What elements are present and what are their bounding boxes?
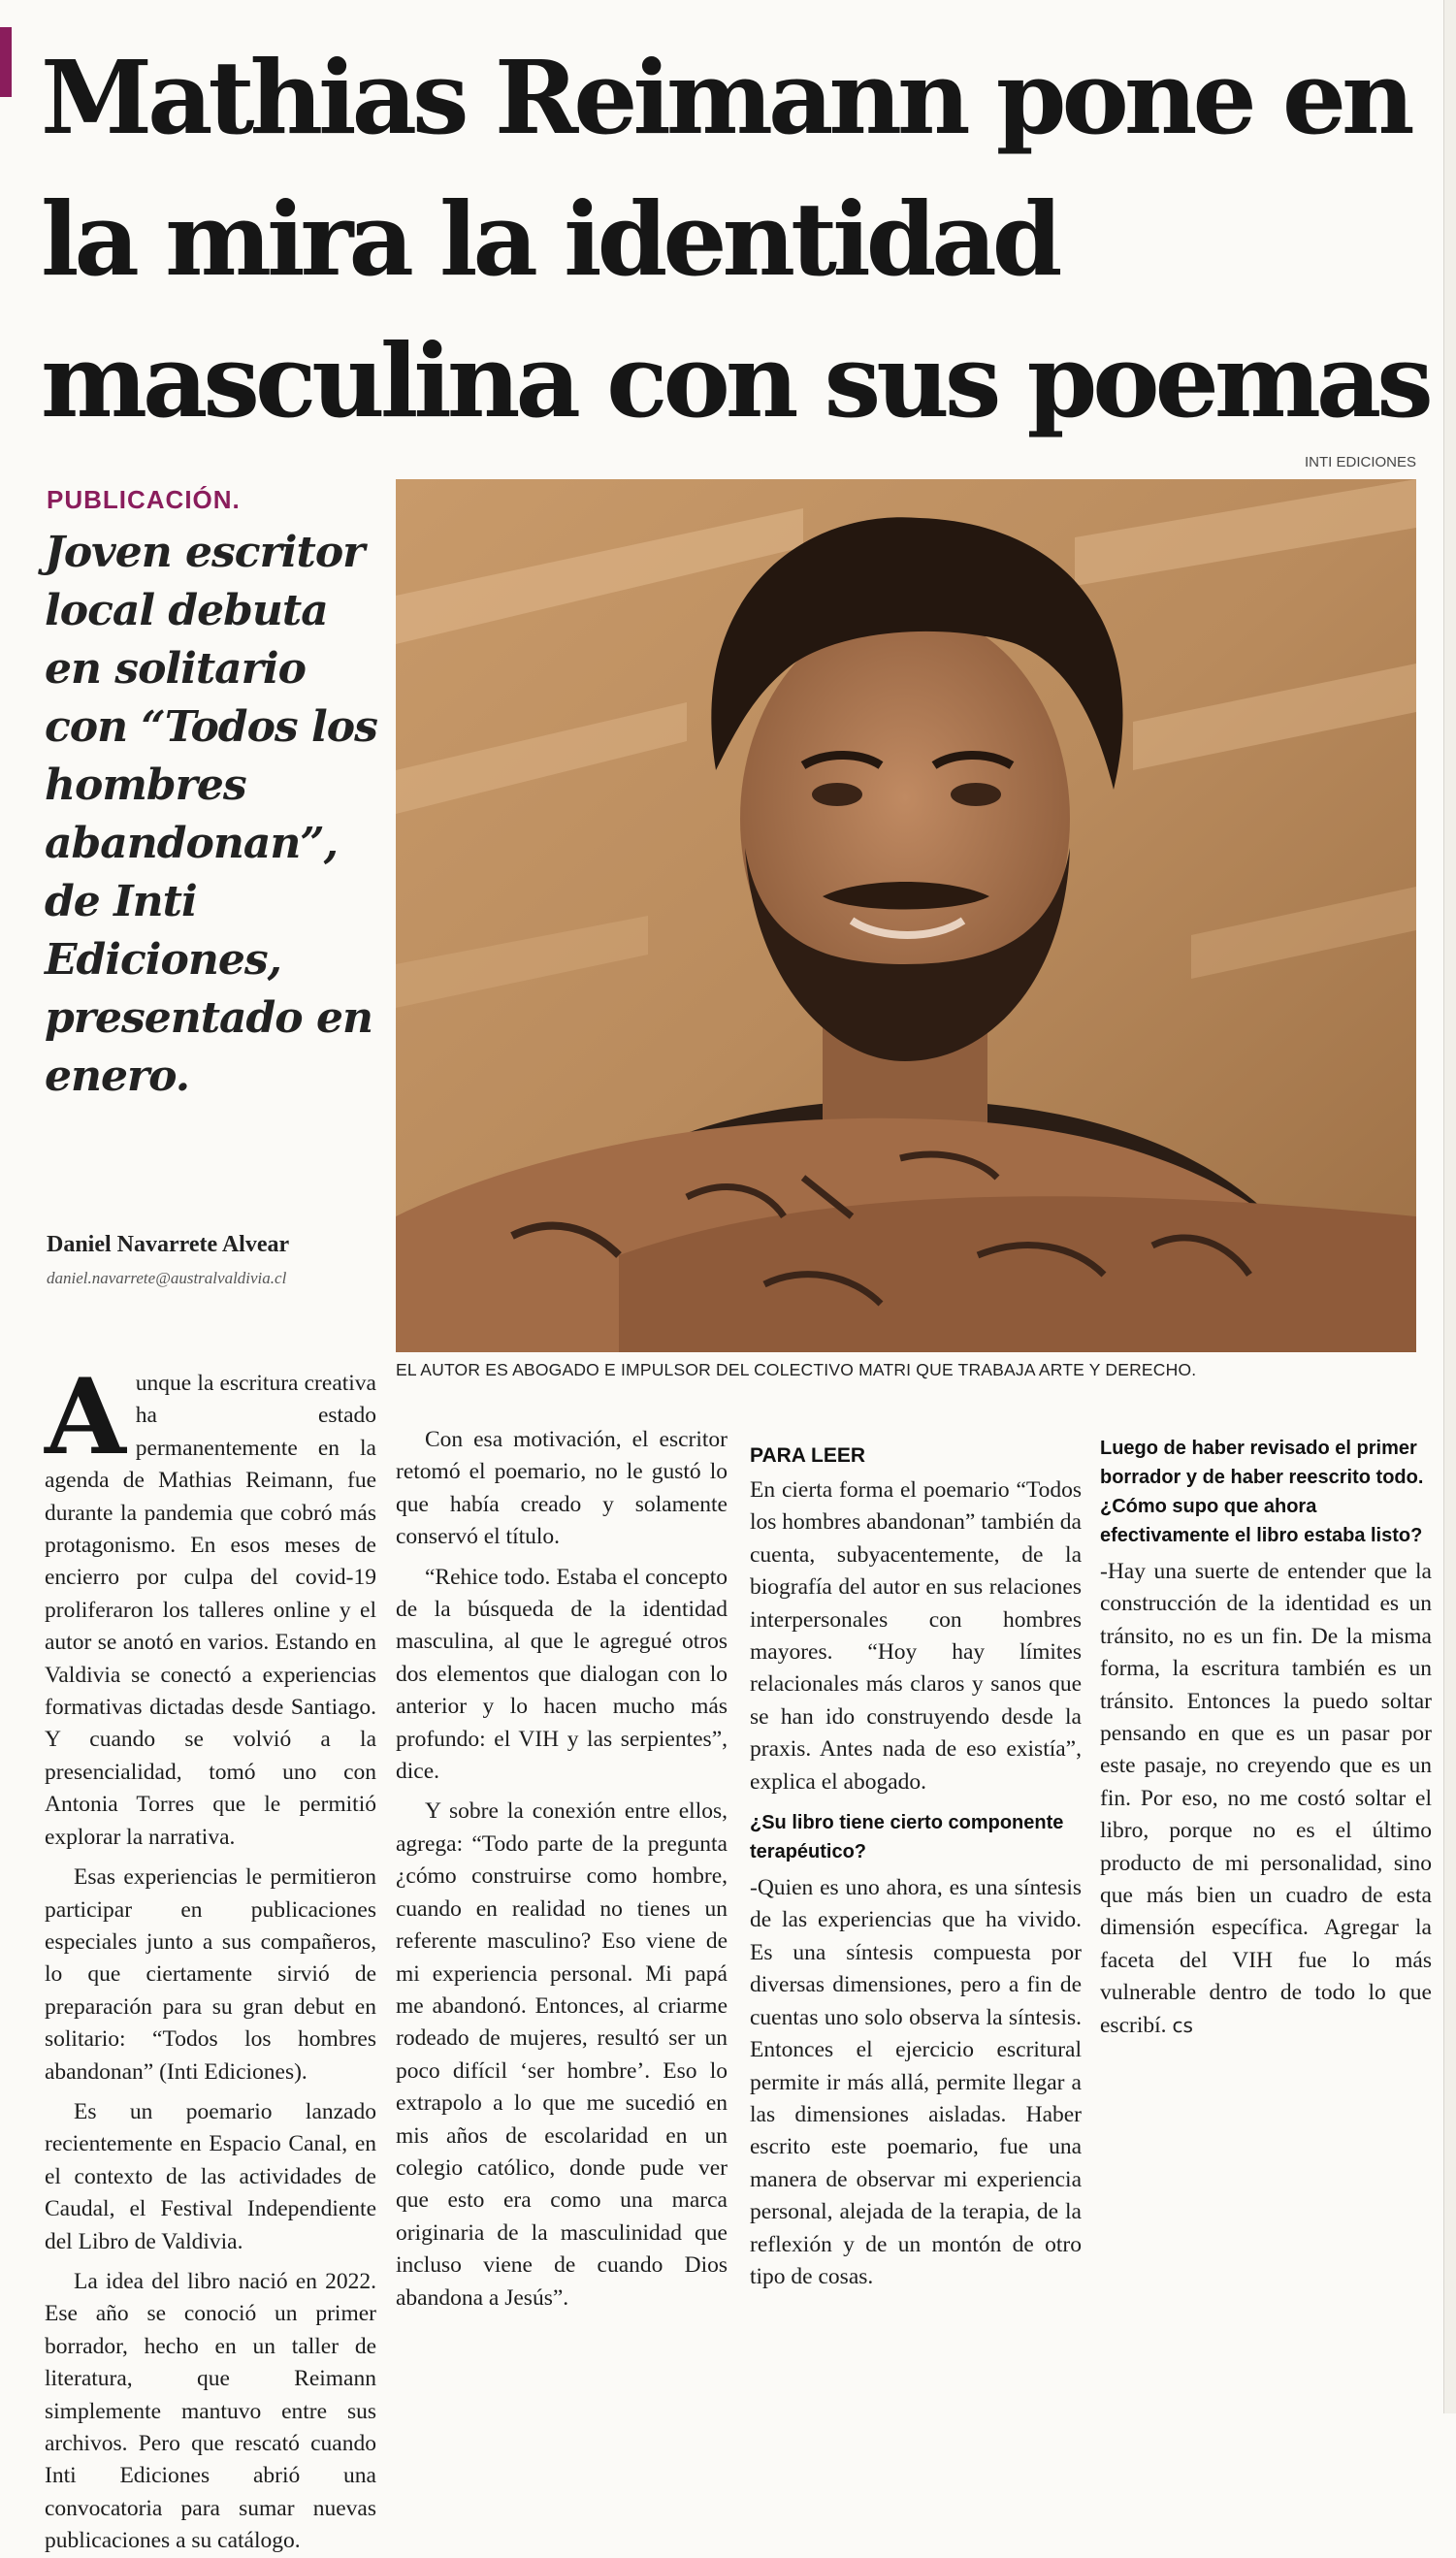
interview-answer-1: -Quien es uno ahora, es una síntesis de las experiencias que ha vivido. Es una síntesis compuesta por diversas dimensiones, pero a fin de cuentas uno solo observa la síntesis. Entonces el ejercicio escritural permite ir más allá, permite llegar a las dimensiones aisladas. Haber escrito este poemario, fue una manera de observar mi experiencia personal, alejada de la terapia, de la reflexión y de un montón de otro tipo de cosas. xyxy=(750,1875,1082,2289)
body-paragraph-2: Esas experiencias le permitieron participar en publicaciones especiales junto a sus compañeros, lo que ciertamente sirvió de preparación para su gran debut en solitario: “Todos los hombres abandonan” (Inti Ediciones). xyxy=(45,1864,376,2085)
author-name: Daniel Navarrete Alvear xyxy=(47,1232,290,1257)
deck-subtitle: Joven escritor local debuta en solitario con “Todos los hombres abandonan”, de Inti Ediciones, presentado en enero. xyxy=(45,528,377,1101)
body-paragraph-6: “Rehice todo. Estaba el concepto de la búsqueda de la identidad masculina, al que le agregué otros dos elementos que dialogan con lo anterior y lo hacen mucho más profundo: el VIH y las serpientes”, dice. xyxy=(396,1564,728,1785)
portrait-illustration xyxy=(396,479,1416,1352)
body-paragraph-1 xyxy=(45,1356,376,1854)
body-paragraph-5: Con esa motivación, el escritor retomó el poemario, no le gustó lo que había creado y solamente conservó el título. xyxy=(396,1427,728,1550)
body-paragraph-3: Es un poemario lanzado recientemente en Espacio Canal, en el contexto de las actividades de Caudal, el Festival Independiente del Libro de Valdivia. xyxy=(45,2098,376,2254)
photo-credit: INTI EDICIONES xyxy=(1304,454,1416,470)
body-column-2 xyxy=(396,1424,728,2433)
body-column-1 xyxy=(45,1356,376,2554)
interview-answer-2-text: -Hay una suerte de entender que la construcción de la identidad es un tránsito, no es un fin. De la misma forma, la escritura también es un tránsito. Entonces la puedo soltar pensando en que es un pasar por este pasaje, no creyendo que es un fin. Por eso, no me costó soltar el libro, porque no es el último producto de mi personalidad, sino que más bien un cuadro de esta dimensión específica. Agregar la faceta del VIH fue lo más vulnerable dentro de todo lo que escribí. xyxy=(1100,1559,1432,2038)
body-paragraph-4: La idea del libro nació en 2022. Ese año se conoció un primer borrador, hecho en un taller de literatura, que Reimann simplemente mantuvo entre sus archivos. Pero que rescató cuando Inti Ediciones abrió una convocatoria para sumar nuevas publicaciones a su catálogo. xyxy=(45,2268,376,2554)
body-column-4 xyxy=(1100,1424,1432,2433)
body-column-3 xyxy=(750,1424,1082,2433)
photo-caption: EL AUTOR ES ABOGADO E IMPULSOR DEL COLECTIVO MATRI QUE TRABAJA ARTE Y DERECHO. xyxy=(396,1360,1197,1379)
adjacent-page-edge xyxy=(1443,0,1456,2413)
author-email[interactable]: daniel.navarrete@australvaldivia.cl xyxy=(47,1269,287,1287)
drop-cap: A xyxy=(45,1356,126,1478)
interview-question-1: ¿Su libro tiene cierto componente terapéutico? xyxy=(750,1812,1064,1863)
author-photo xyxy=(396,479,1416,1352)
body-paragraph-8: En cierta forma el poemario “Todos los hombres abandonan” también da cuenta, subyacentemente, de la biografía del autor en sus relaciones interpersonales con hombres mayores. “Hoy hay límites relacionales más claros y sanos que se han ido construyendo desde la praxis. Antes nada de eso existía”, explica el abogado. xyxy=(750,1477,1082,1795)
subhead-para-leer: PARA LEER xyxy=(750,1444,866,1467)
headline: Mathias Reimann pone en la mira la identidad masculina con sus poemas xyxy=(41,38,1429,440)
body-paragraph-7: Y sobre la conexión entre ellos, agrega: “Todo parte de la pregunta ¿cómo construirse como hombre, cuando en realidad no tienes un referente masculino? Eso viene de mi experiencia personal. Mi papá me abandonó. Entonces, al criarme rodeado de mujeres, resultó ser un poco difícil ‘ser hombre’. Eso lo extrapolo a lo que me sucedió en mis años de escolaridad en un colegio católico, donde pude ver que esto era como una marca originaria de la masculinidad que incluso viene de cuando Dios abandona a Jesús”. xyxy=(396,1798,728,2311)
end-mark: cs xyxy=(1172,2013,1193,2037)
interview-question-2: Luego de haber revisado el primer borrador y de haber reescrito todo. ¿Cómo supo que ahora efectivamente el libro estaba listo? xyxy=(1100,1438,1424,1546)
interview-answer-2 xyxy=(1100,1556,1432,2042)
section-label: PUBLICACIÓN. xyxy=(47,485,241,514)
section-accent-bar xyxy=(0,27,12,97)
body-paragraph-1-text: unque la escritura creativa ha estado permanentemente en la agenda de Mathias Reimann, fue durante la pandemia que cobró más protagonismo. En esos meses de encierro por culpa del covid-19 proliferaron los talleres online y el autor se anotó en varios. Estando en Valdivia se conectó a experiencias formativas dictadas desde Santiago. Y cuando se volvió a la presencialidad, tomó uno con Antonia Torres que le permitió explorar la narrativa. xyxy=(45,1371,376,1850)
